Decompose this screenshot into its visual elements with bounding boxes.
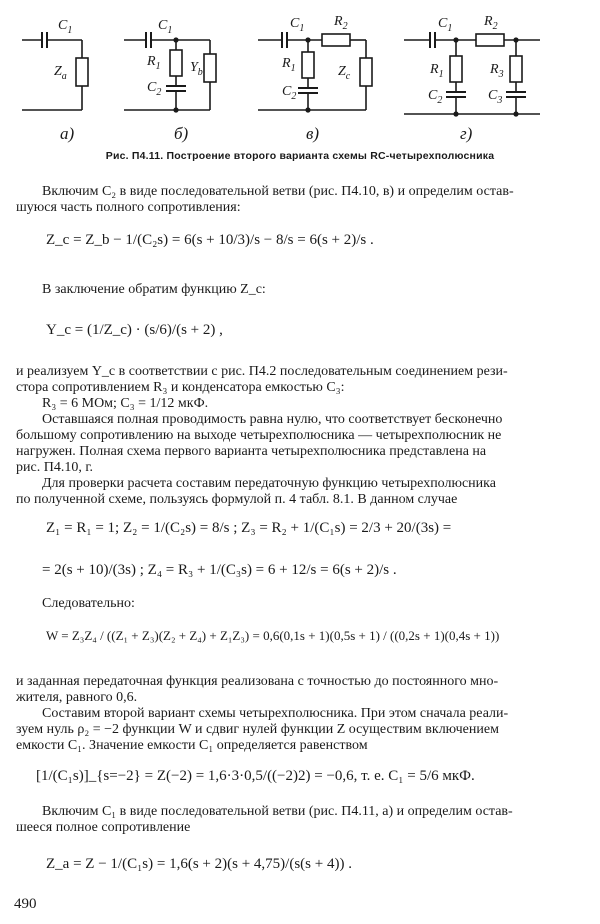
circuit-figure <box>0 0 600 148</box>
paragraph-9 <box>16 804 582 836</box>
paragraph-3 <box>16 364 582 412</box>
equation-yc: Y_c = (1/Z_c) · (s/6)/(s + 2) , <box>46 322 223 338</box>
paragraph-line: жителя, равного 0,6. <box>16 690 138 705</box>
paragraph-line: шуюся часть полного сопротивления: <box>16 200 241 215</box>
label-c1-d: $C_1$ <box>438 16 453 34</box>
circuit-c <box>258 32 372 112</box>
label-r1-d: $R_1$ <box>430 62 444 80</box>
label-r2-c: $R_2$ <box>334 14 348 32</box>
panel-d-label: г) <box>460 124 473 143</box>
paragraph-line: Для проверки расчета составим передаточную функцию четырехполюсника <box>42 476 496 491</box>
paragraph-line: емкости C₁. Значение емкости C₁ определяется равенством <box>16 738 368 753</box>
paragraph-line: и реализуем Y_c в соответствии с рис. П4.2 последовательным соединением рези- <box>16 364 508 379</box>
panel-b-label: б) <box>174 124 189 143</box>
equation-zc: Z_c = Z_b − 1/(C₂s) = 6(s + 10/3)/s − 8/s = 6(s + 2)/s . <box>46 232 374 248</box>
label-c1-a: $C_1$ <box>58 18 73 36</box>
label-zc: $Z_c$ <box>338 64 351 82</box>
equation-z4: = 2(s + 10)/(3s) ; Z₄ = R₃ + 1/(C₃s) = 6 + 12/s = 6(s + 2)/s . <box>42 562 397 578</box>
paragraph-line: Следовательно: <box>42 596 135 611</box>
paragraph-line: зуем нуль ρ₂ = −2 функции W и сдвиг нулей функции Z осуществим включением <box>16 722 499 737</box>
paragraph-6 <box>42 596 582 612</box>
paragraph-2 <box>42 282 582 298</box>
paragraph-line: Включим C₂ в виде последовательной ветви (рис. П4.10, в) и определим остав- <box>42 184 514 199</box>
label-yb: $Y_b$ <box>190 60 203 78</box>
paragraph-5 <box>16 476 582 508</box>
label-c3-d: $C_3$ <box>488 88 503 106</box>
paragraph-8 <box>16 706 582 754</box>
label-c1-b: $C_1$ <box>158 18 173 36</box>
equation-z1-z3: Z₁ = R₁ = 1; Z₂ = 1/(C₂s) = 8/s ; Z₃ = R₂ + 1/(C₁s) = 2/3 + 20/(3s) = <box>46 520 452 536</box>
paragraph-line: Оставшаяся полная проводимость равна нулю, что соответствует бесконечно <box>42 412 503 427</box>
paragraph-line: и заданная передаточная функция реализована с точностью до постоянного мно- <box>16 674 499 689</box>
label-c2-b: $C_2$ <box>147 80 162 98</box>
label-r1-c: $R_1$ <box>282 56 296 74</box>
label-c2-c: $C_2$ <box>282 84 297 102</box>
paragraph-line: Составим второй вариант схемы четырехполюсника. При этом сначала реали- <box>42 706 509 721</box>
paragraph-line: нагружен. Полная схема первого варианта четырехполюсника представлена на <box>16 444 487 459</box>
label-r3-d: $R_3$ <box>490 62 504 80</box>
paragraph-line: В заключение обратим функцию Z_c: <box>42 282 266 297</box>
panel-a-label: а) <box>60 124 75 143</box>
equation-za: Z_a = Z − 1/(C₁s) = 1,6(s + 2)(s + 4,75)/(s(s + 4)) . <box>46 856 352 872</box>
equation-w: W = Z₃Z₄ / ((Z₁ + Z₃)(Z₂ + Z₄) + Z₁Z₃) = 0,6(0,1s + 1)(0,5s + 1) / ((0,2s + 1)(0,4s + 1)) <box>46 628 500 643</box>
equation-c1: [1/(C₁s)]_{s=−2} = Z(−2) = 1,6·3·0,5/((−2)2) = −0,6, т. е. C₁ = 5/6 мкФ. <box>36 768 475 784</box>
paragraph-line: большому сопротивлению на выходе четырехполюсника — четырехполюсник не <box>16 428 502 443</box>
page-number: 490 <box>14 896 37 912</box>
paragraph-line: по полученной схеме, пользуясь формулой п. 4 табл. 8.1. В данном случае <box>16 492 458 507</box>
paragraph-line: стора сопротивлением R₃ и конденсатора емкостью C₃: <box>16 380 345 395</box>
figure-caption: Рис. П4.11. Построение второго варианта схемы RC-четырехполюсника <box>105 150 495 162</box>
paragraph-4 <box>16 412 582 476</box>
paragraph-7 <box>16 674 582 706</box>
circuit-d <box>404 32 540 116</box>
paragraph-1 <box>16 184 600 216</box>
panel-c-label: в) <box>306 124 320 143</box>
paragraph-line: рис. П4.10, г. <box>16 460 93 475</box>
label-r2-d: $R_2$ <box>484 14 498 32</box>
paragraph-line: шееся полное сопротивление <box>16 820 191 835</box>
paragraph-line: Включим C₁ в виде последовательной ветви (рис. П4.11, а) и определим остав- <box>42 804 513 819</box>
label-za: $Z_a$ <box>54 64 67 82</box>
label-c1-c: $C_1$ <box>290 16 305 34</box>
label-r1-b: $R_1$ <box>147 54 161 72</box>
label-c2-d: $C_2$ <box>428 88 443 106</box>
paragraph-line: R₃ = 6 МОм; C₃ = 1/12 мкФ. <box>42 396 209 411</box>
